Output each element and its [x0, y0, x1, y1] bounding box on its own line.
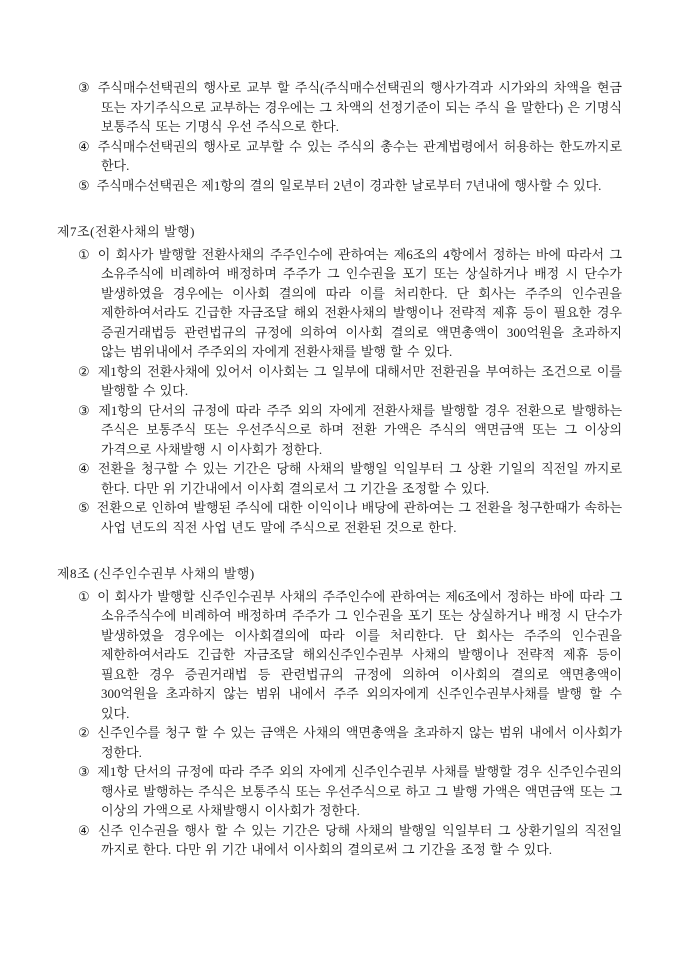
clause-marker: ③: [78, 402, 92, 418]
clause-text: 제1항의 전환사채에 있어서 이사회는 그 일부에 대해서만 전환권을 부여하는 조건으로 이를 발행할 수 있다.: [97, 363, 622, 398]
clause-marker: ⑤: [78, 500, 90, 515]
clause-item: [78, 821, 622, 860]
clause-marker: ④: [78, 138, 91, 154]
clause-marker: ③: [78, 80, 91, 95]
clause-marker: ②: [78, 725, 91, 740]
clause-text: 전환을 청구할 수 있는 기간은 당해 사채의 발행일 익일부터 그 상환 기일의 직전일 까지로 한다. 다만 위 기간내에서 이사회 결의로서 그 기간을 조정할 수 있다.: [97, 461, 623, 496]
clause-item: [78, 137, 622, 176]
clause-marker: ⑤: [78, 177, 90, 193]
clause-item: [78, 723, 622, 762]
article-8: [57, 564, 622, 860]
clause-text: 이 회사가 발행할 전환사채의 주주인수에 관하여는 제6조의 4항에서 정하는 바에 따라서 그 소유주식에 비례하여 배정하며 주주가 그 인수권을 포기 또는 상실하거나 배정 시 단수가 발생하였을 경우에는 이사회 결의에 따라 이를 처리한다. 단 회사는 주주의 인수권을 제한하여서라도 긴급한 자금조달 해외 전환사채의 발행이나 전략적 제휴 등이 필요한 경우 증권거래법등 관련법규의 규정에 의하여 이사회 결의로 액면총액이 300억원을 초과하지 않는 범위내에서 주주외의 자에게 전환사채를 발행 할 수 있다.: [97, 246, 622, 359]
clause-item: [78, 78, 622, 137]
clause-marker: ①: [78, 246, 91, 262]
clause-text: 제1항 단서의 규정에 따라 주주 외의 자에게 신주인수권부 사채를 발행할 경우 신주인수권의 행사로 발행하는 주식은 보통주식 또는 우선주식으로 하고 그 발행 가액은 액면금액 또는 그 이상의 가액으로 사채발행시 이사회가 정한다.: [97, 764, 622, 818]
clause-marker: ①: [78, 588, 91, 604]
clause-item: [78, 498, 622, 537]
clause-text: 주식매수선택권의 행사로 교부 할 주식(주식매수선택권의 행사가격과 시가와의 차액을 현금 또는 자기주식으로 교부하는 경우에는 그 차액의 선정기준이 되는 주식 을 말한다) 은 기명식 보통주식 또는 기명식 우선 주식으로 한다.: [97, 80, 622, 134]
article-7: [57, 222, 622, 537]
intro-clauses: [57, 78, 622, 195]
clause-marker: ③: [78, 764, 91, 779]
article-title: 제8조 (신주인수권부 사채의 발행): [57, 566, 255, 581]
clause-text: 전환으로 인하여 발행된 주식에 대한 이익이나 배당에 관하여는 그 전환을 청구한때가 속하는 사업 년도의 직전 사업 년도 말에 주식으로 전환된 것으로 한다.: [96, 500, 622, 535]
clause-text: 주식매수선택권의 행사로 교부할 수 있는 주식의 총수는 관계법령에서 허용하는 한도까지로 한다.: [97, 138, 622, 173]
clause-item: [78, 245, 622, 362]
clause-marker: ④: [78, 461, 91, 476]
clause-marker: ④: [78, 822, 91, 838]
clause-item: [78, 401, 622, 460]
clause-text: 이 회사가 발행할 신주인수권부 사채의 주주인수에 관하여는 제6조에서 정하는 바에 따라 그 소유주식수에 비례하여 배정하며 주주가 그 인수권을 포기 또는 상실하거나 배정 시 단수가 발생하였을 경우에는 이사회결의에 따라 이를 처리한다. 단 회사는 주주의 인수권을 제한하여서라도 긴급한 자금조달 해외신주인수권부 사채의 발행이나 전략적 제휴 등이 필요한 경우 증권거래법 등 관련법규의 규정에 의하여 이사회의 결의로 액면총액이 300억원을 초과하지 않는 범위 내에서 주주 외의자에게 신주인수권부사채를 발행 할 수 있다.: [97, 588, 622, 721]
clause-marker: ②: [78, 363, 91, 379]
clause-text: 주식매수선택권은 제1항의 결의 일로부터 2년이 경과한 날로부터 7년내에 행사할 수 있다.: [96, 177, 602, 193]
clause-item: [78, 362, 622, 401]
clause-item: [78, 762, 622, 821]
clause-text: 제1항의 단서의 규정에 따라 주주 외의 자에게 전환사채를 발행할 경우 전환으로 발행하는 주식은 보통주식 또는 우선주식으로 하며 전환 가액은 주식의 액면금액 또는 그 이상의 가격으로 사채발행 시 이사회가 정한다.: [98, 402, 622, 457]
clause-item: [78, 459, 622, 498]
clause-text: 신주 인수권을 행사 할 수 있는 기간은 당해 사채의 발행일 익일부터 그 상환기일의 직전일 까지로 한다. 다만 위 기간 내에서 이사회의 결의로써 그 기간을 조정 할 수 있다.: [97, 822, 623, 857]
clause-item: [78, 176, 622, 196]
article-title: 제7조(전환사채의 발행): [57, 224, 195, 239]
clause-text: 신주인수를 청구 할 수 있는 금액은 사채의 액면총액을 초과하지 않는 범위 내에서 이사회가 정한다.: [97, 725, 622, 760]
clause-item: [78, 587, 622, 724]
